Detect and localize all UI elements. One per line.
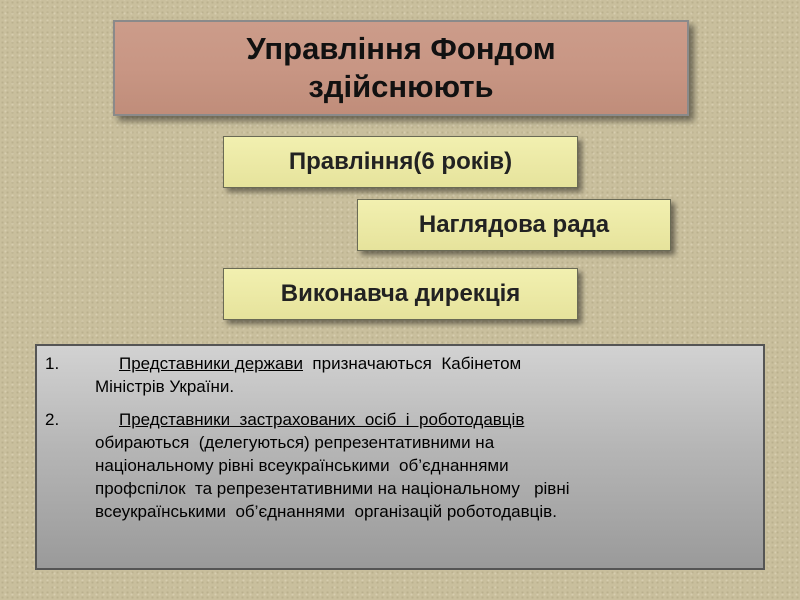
note-line: обираються (делегуються) репрезентативними на	[95, 433, 495, 452]
note-line: профспілок та репрезентативними на національному рівні	[95, 479, 570, 498]
note-number: 2.	[45, 410, 60, 429]
title-line-1: Управління Фондом	[246, 31, 556, 66]
note-text	[95, 352, 735, 398]
title-line-2: здійснюють	[308, 69, 494, 104]
role-box-executive-directorate: Виконавча дирекція	[223, 268, 578, 320]
note-subject: Представники застрахованих осіб і роботодавців	[119, 410, 525, 429]
note-text	[95, 408, 735, 523]
note-line: всеукраїнськими об’єднаннями організацій роботодавців.	[95, 502, 557, 521]
note-number: 1.	[45, 354, 60, 373]
role-box-board: Правління(6 років)	[223, 136, 578, 188]
note-line: національному рівні всеукраїнськими об’єднаннями	[95, 456, 509, 475]
role-box-supervisory-council: Наглядова рада	[357, 199, 671, 251]
title-box	[113, 20, 689, 116]
note-line: Міністрів України.	[95, 377, 235, 396]
note-subject: Представники держави	[119, 354, 303, 373]
page-title	[231, 30, 571, 106]
notes-box	[35, 344, 765, 570]
note-first-line-rest: призначаються Кабінетом	[302, 354, 522, 373]
